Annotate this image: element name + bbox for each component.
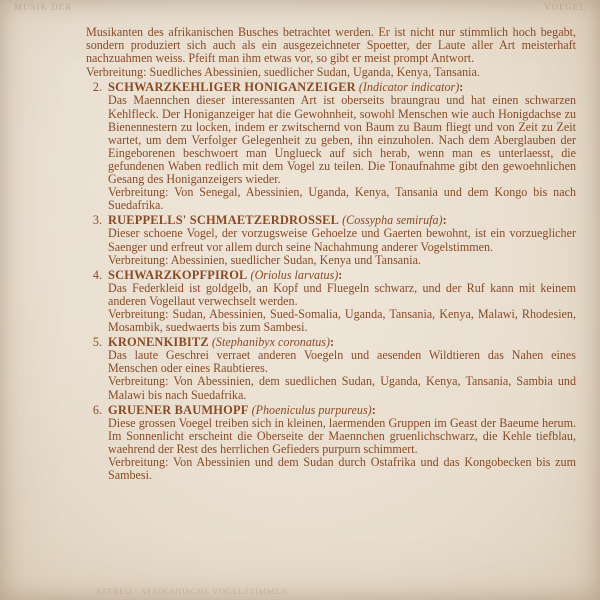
entry-title: SCHWARZKOPFPIROL bbox=[108, 267, 248, 282]
species-entry bbox=[92, 402, 576, 483]
species-entry bbox=[92, 80, 576, 213]
entry-scientific-name: (Cossypha semirufa) bbox=[342, 213, 443, 228]
bleed-through-text-right: VOEGEL bbox=[544, 2, 586, 12]
entry-scientific-name: (Phoeniculus purpureus) bbox=[251, 402, 372, 417]
bleed-through-text-bottom: STEREO · AFRIKANISCHE VOGELSTIMMEN bbox=[96, 586, 288, 596]
entry-distribution: Verbreitung: Von Abessinien und dem Sudan durch Ostafrika und das Kongobecken bis zum Sambesi. bbox=[108, 455, 576, 483]
bleed-through-text-left: MUSIK DER bbox=[14, 2, 73, 12]
liner-notes-text bbox=[86, 26, 576, 482]
entry-distribution: Verbreitung: Abessinien, suedlicher Sudan, Kenya und Tansania. bbox=[108, 252, 421, 267]
entry-number: 6. bbox=[92, 402, 102, 417]
entry-title: SCHWARZKEHLIGER HONIGANZEIGER bbox=[108, 80, 356, 95]
lead-distribution: Verbreitung: Suedliches Abessinien, suedlicher Sudan, Uganda, Kenya, Tansania. bbox=[86, 65, 480, 80]
entry-number: 5. bbox=[92, 335, 102, 350]
entry-description: Das laute Geschrei verraet anderen Voegeln und aesenden Wildtieren das Nahen eines Menschen oder eines Raubtieres. bbox=[108, 348, 576, 376]
entry-colon: : bbox=[442, 213, 447, 228]
entry-description: Das Maennchen dieser interessanten Art ist oberseits braungrau und hat einen schwarzen Kehlfleck. Der Honiganzeiger hat die Gewohnheit, sowohl Menschen wie auch Honigdachse zu Bienennestern zu locken, indem er zwitschernd von Baum zu Baum fliegt und von Zeit zu Zeit wartet, um dem Verfolger Gelegenheit zu geben, ihn einzuholen. Nach dem Aberglauben der Eingeborenen beschwoert man Unglueck auf sich herab, wenn man es unterlaesst, die gefundenen Waben redlich mit dem Vogel zu teilen. Die Tonaufnahme gibt den gewoehnlichen Gesang des Honiganzeigers wieder. bbox=[108, 93, 576, 187]
entry-title: GRUENER BAUMHOPF bbox=[108, 402, 249, 417]
entry-distribution: Verbreitung: Von Senegal, Abessinien, Uganda, Kenya, Tansania und dem Kongo bis nach Suedafrika. bbox=[108, 185, 576, 213]
entry-colon: : bbox=[459, 80, 464, 95]
entry-title: RUEPPELLS' SCHMAETZERDROSSEL bbox=[108, 213, 340, 228]
entry-number: 2. bbox=[92, 80, 102, 95]
entry-heading bbox=[108, 269, 576, 282]
species-entry-list bbox=[92, 80, 576, 483]
species-entry bbox=[92, 335, 576, 402]
entry-scientific-name: (Indicator indicator) bbox=[358, 80, 460, 95]
entry-colon: : bbox=[330, 335, 335, 350]
entry-description: Das Federkleid ist goldgelb, an Kopf und Fluegeln schwarz, und der Ruf kann mit keinem anderen Vogellaut verwechselt werden. bbox=[108, 280, 576, 308]
entry-number: 4. bbox=[92, 267, 102, 282]
entry-title: KRONENKIBITZ bbox=[108, 335, 209, 350]
entry-description: Diese grossen Voegel treiben sich in kleinen, laermenden Gruppen im Geast der Baeume herum. Im Sonnenlicht erscheint die Oberseite der Maennchen gruenlichschwarz, die Kehle tiefblau, waehrend der Rest des herrlichen Gefieders purpurn schimmert. bbox=[108, 415, 576, 456]
entry-colon: : bbox=[338, 267, 343, 282]
entry-scientific-name: (Stephanibyx coronatus) bbox=[211, 335, 331, 350]
entry-scientific-name: (Oriolus larvatus) bbox=[250, 267, 339, 282]
entry-description: Dieser schoene Vogel, der vorzugsweise Gehoelze und Gaerten bewohnt, ist ein vorzueglicher Saenger und erfreut vor allem durch seine Nachahmung anderer Vogelstimmen. bbox=[108, 226, 576, 254]
entry-colon: : bbox=[371, 402, 376, 417]
entry-heading bbox=[108, 404, 576, 417]
entry-distribution: Verbreitung: Sudan, Abessinien, Sued-Somalia, Uganda, Tansania, Kenya, Malawi, Rhodesien, Mosambik, suedwaerts bis zum Sambesi. bbox=[108, 306, 576, 335]
entry-number: 3. bbox=[92, 213, 102, 228]
species-entry bbox=[92, 213, 576, 267]
species-entry bbox=[92, 267, 576, 335]
entry-distribution: Verbreitung: Von Abessinien, dem suedlichen Sudan, Uganda, Kenya, Tansania, Sambia und Malawi bis nach Suedafrika. bbox=[108, 374, 576, 402]
lead-paragraph: Musikanten des afrikanischen Busches betrachtet werden. Er ist nicht nur stimmlich hoch begabt, sondern produziert sich auch als ein ausgezeichneter Spoetter, der Laute aller Art meisterhaft nachzuahmen weiss. Pfeift man ihm etwas vor, so gibt er meist prompt Antwort. bbox=[86, 25, 576, 66]
